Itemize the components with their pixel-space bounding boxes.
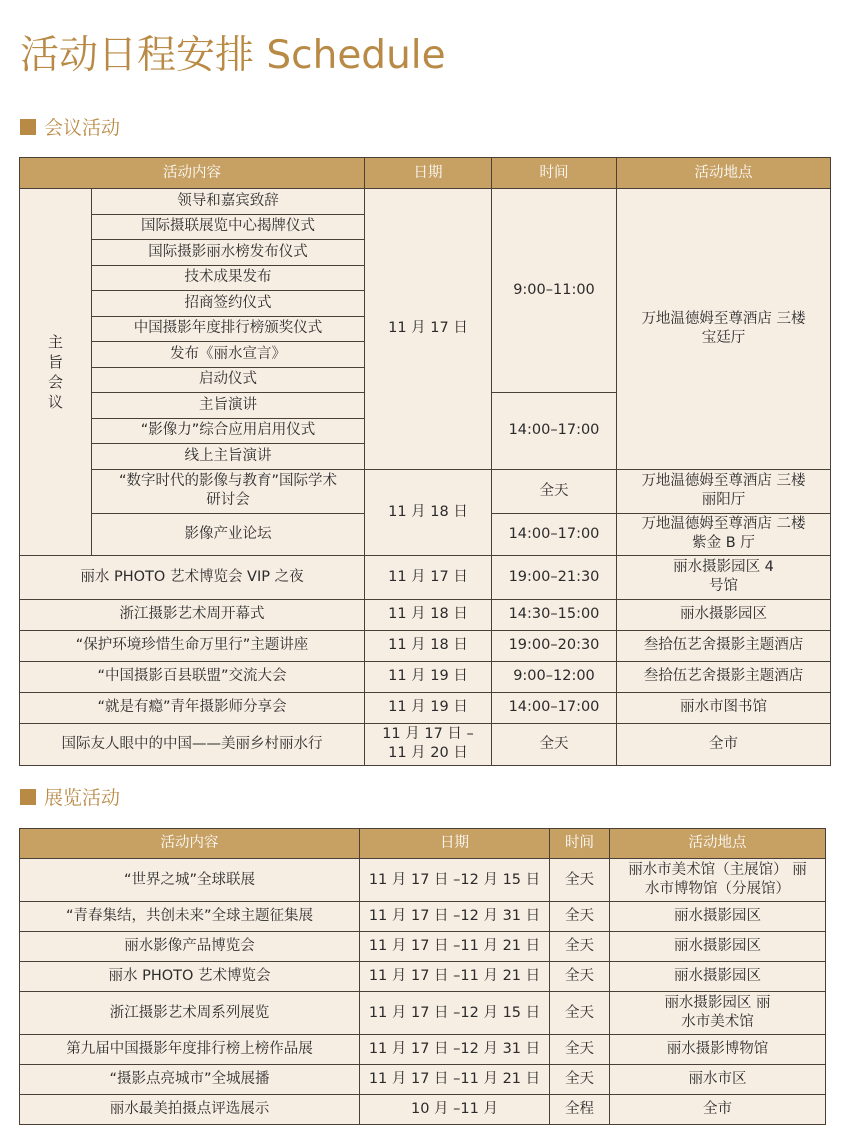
table-cell: 发布《丽水宣言》 bbox=[92, 342, 365, 368]
table-cell: 丽水摄影园区 bbox=[610, 902, 826, 932]
table-cell: 11 月 17 日 –12 月 15 日 bbox=[360, 992, 550, 1035]
table-cell: 丽水摄影园区 bbox=[610, 932, 826, 962]
table-cell: 11 月 19 日 bbox=[365, 692, 492, 723]
section-heading-exhibition bbox=[20, 786, 120, 810]
table-row bbox=[20, 1065, 826, 1095]
table-cell: 主旨演讲 bbox=[92, 393, 365, 419]
table-row bbox=[20, 992, 826, 1035]
table-cell: 全天 bbox=[550, 902, 610, 932]
table-header-row bbox=[20, 158, 831, 189]
square-bullet-icon bbox=[20, 789, 36, 805]
table-cell: “保护环境珍惜生命万里行”主题讲座 bbox=[20, 630, 365, 661]
table-cell: 全天 bbox=[550, 1065, 610, 1095]
table-row bbox=[20, 723, 831, 765]
table-cell: 丽水市图书馆 bbox=[617, 692, 831, 723]
table-cell: 全市 bbox=[610, 1095, 826, 1125]
table-cell: 叁拾伍艺舍摄影主题酒店 bbox=[617, 661, 831, 692]
table-cell: 全程 bbox=[550, 1095, 610, 1125]
table-cell: “就是有瘾”青年摄影师分享会 bbox=[20, 692, 365, 723]
table-cell: 11 月 17 日 –12 月 31 日 bbox=[360, 902, 550, 932]
table-row bbox=[20, 189, 831, 215]
table-cell: 丽水摄影园区 bbox=[610, 962, 826, 992]
table-cell: 国际摄联展览中心揭牌仪式 bbox=[92, 214, 365, 240]
table-cell: 9:00–12:00 bbox=[492, 661, 617, 692]
table-cell: 全天 bbox=[550, 992, 610, 1035]
table-cell: 第九届中国摄影年度排行榜上榜作品展 bbox=[20, 1035, 360, 1065]
table-cell: 全天 bbox=[492, 723, 617, 765]
table-cell: 国际摄影丽水榜发布仪式 bbox=[92, 240, 365, 266]
table-cell: 14:00–17:00 bbox=[492, 393, 617, 470]
table-cell: 全天 bbox=[550, 859, 610, 902]
table-cell: 11 月 19 日 bbox=[365, 661, 492, 692]
table-cell: “世界之城”全球联展 bbox=[20, 859, 360, 902]
table-cell: 10 月 –11 月 bbox=[360, 1095, 550, 1125]
table-header-row bbox=[20, 829, 826, 859]
table-cell: 领导和嘉宾致辞 bbox=[92, 189, 365, 215]
table-cell: 11 月 17 日 –11 月 21 日 bbox=[360, 1065, 550, 1095]
table-cell: “数字时代的影像与教育”国际学术研讨会 bbox=[92, 469, 365, 513]
table-cell: 14:00–17:00 bbox=[492, 692, 617, 723]
header-venue: 活动地点 bbox=[617, 158, 831, 189]
table-cell: “青春集结，共创未来”全球主题征集展 bbox=[20, 902, 360, 932]
table-cell: 丽水市美术馆（主展馆） 丽水市博物馆（分展馆） bbox=[610, 859, 826, 902]
header-content: 活动内容 bbox=[20, 829, 360, 859]
table-cell: 丽水最美拍摄点评选展示 bbox=[20, 1095, 360, 1125]
main-group-label: 主旨会议 bbox=[20, 189, 92, 556]
section-title: 展览活动 bbox=[44, 787, 121, 809]
table-row bbox=[20, 859, 826, 902]
header-content: 活动内容 bbox=[20, 158, 365, 189]
table-row bbox=[20, 962, 826, 992]
table-cell: 国际友人眼中的中国——美丽乡村丽水行 bbox=[20, 723, 365, 765]
table-cell: 丽水 PHOTO 艺术博览会 bbox=[20, 962, 360, 992]
header-date: 日期 bbox=[365, 158, 492, 189]
table-cell: 中国摄影年度排行榜颁奖仪式 bbox=[92, 316, 365, 342]
table-row bbox=[20, 599, 831, 630]
header-time: 时间 bbox=[550, 829, 610, 859]
table-cell: 丽水 PHOTO 艺术博览会 VIP 之夜 bbox=[20, 555, 365, 599]
square-bullet-icon bbox=[20, 119, 36, 135]
table-cell: 影像产业论坛 bbox=[92, 513, 365, 555]
table-cell: 全市 bbox=[617, 723, 831, 765]
table-cell: 19:00–21:30 bbox=[492, 555, 617, 599]
table-row bbox=[20, 630, 831, 661]
header-venue: 活动地点 bbox=[610, 829, 826, 859]
table-cell: 万地温德姆至尊酒店 三楼丽阳厅 bbox=[617, 469, 831, 513]
table-cell: 11 月 17 日 –11 月 21 日 bbox=[360, 962, 550, 992]
table-cell: 叁拾伍艺舍摄影主题酒店 bbox=[617, 630, 831, 661]
table-cell: 11 月 17 日 bbox=[365, 555, 492, 599]
section-heading-meeting bbox=[20, 116, 120, 140]
table-cell: 11 月 17 日 –11 月 21 日 bbox=[360, 932, 550, 962]
table-row bbox=[20, 692, 831, 723]
table-cell: 11 月 17 日 – 11 月 20 日 bbox=[365, 723, 492, 765]
table-cell: 11 月 18 日 bbox=[365, 599, 492, 630]
table-cell: “摄影点亮城市”全城展播 bbox=[20, 1065, 360, 1095]
table-cell: 11 月 18 日 bbox=[365, 630, 492, 661]
table-cell: 浙江摄影艺术周开幕式 bbox=[20, 599, 365, 630]
table-cell: 全天 bbox=[492, 469, 617, 513]
table-cell: 万地温德姆至尊酒店 三楼宝廷厅 bbox=[617, 189, 831, 470]
table-cell: 11 月 17 日 –12 月 15 日 bbox=[360, 859, 550, 902]
meeting-schedule-table bbox=[19, 157, 831, 766]
table-cell: 14:00–17:00 bbox=[492, 513, 617, 555]
table-cell: 启动仪式 bbox=[92, 367, 365, 393]
header-date: 日期 bbox=[360, 829, 550, 859]
table-cell: 丽水摄影园区 丽水市美术馆 bbox=[610, 992, 826, 1035]
table-cell: 14:30–15:00 bbox=[492, 599, 617, 630]
table-cell: 丽水影像产品博览会 bbox=[20, 932, 360, 962]
table-cell: 11 月 17 日 –12 月 31 日 bbox=[360, 1035, 550, 1065]
table-cell: 丽水摄影园区 4 号馆 bbox=[617, 555, 831, 599]
table-cell: 招商签约仪式 bbox=[92, 291, 365, 317]
table-cell: 全天 bbox=[550, 1035, 610, 1065]
table-cell: 技术成果发布 bbox=[92, 265, 365, 291]
table-cell: 线上主旨演讲 bbox=[92, 444, 365, 470]
table-row bbox=[20, 932, 826, 962]
table-cell: 全天 bbox=[550, 932, 610, 962]
table-cell: 丽水摄影博物馆 bbox=[610, 1035, 826, 1065]
table-cell: “影像力”综合应用启用仪式 bbox=[92, 418, 365, 444]
table-row bbox=[20, 1035, 826, 1065]
exhibition-schedule-table bbox=[19, 828, 826, 1125]
section-title: 会议活动 bbox=[44, 117, 121, 139]
page-title: 活动日程安排 Schedule bbox=[20, 33, 446, 78]
table-row bbox=[20, 902, 826, 932]
table-cell: 丽水市区 bbox=[610, 1065, 826, 1095]
table-cell: 19:00–20:30 bbox=[492, 630, 617, 661]
table-row bbox=[20, 661, 831, 692]
table-row bbox=[20, 555, 831, 599]
header-time: 时间 bbox=[492, 158, 617, 189]
table-cell: 丽水摄影园区 bbox=[617, 599, 831, 630]
table-cell: 全天 bbox=[550, 962, 610, 992]
table-row bbox=[20, 469, 831, 513]
table-cell: 11 月 18 日 bbox=[365, 469, 492, 555]
table-cell: 9:00–11:00 bbox=[492, 189, 617, 393]
table-cell: “中国摄影百县联盟”交流大会 bbox=[20, 661, 365, 692]
table-cell: 11 月 17 日 bbox=[365, 189, 492, 470]
table-cell: 万地温德姆至尊酒店 二楼紫金 B 厅 bbox=[617, 513, 831, 555]
table-cell: 浙江摄影艺术周系列展览 bbox=[20, 992, 360, 1035]
table-row bbox=[20, 1095, 826, 1125]
